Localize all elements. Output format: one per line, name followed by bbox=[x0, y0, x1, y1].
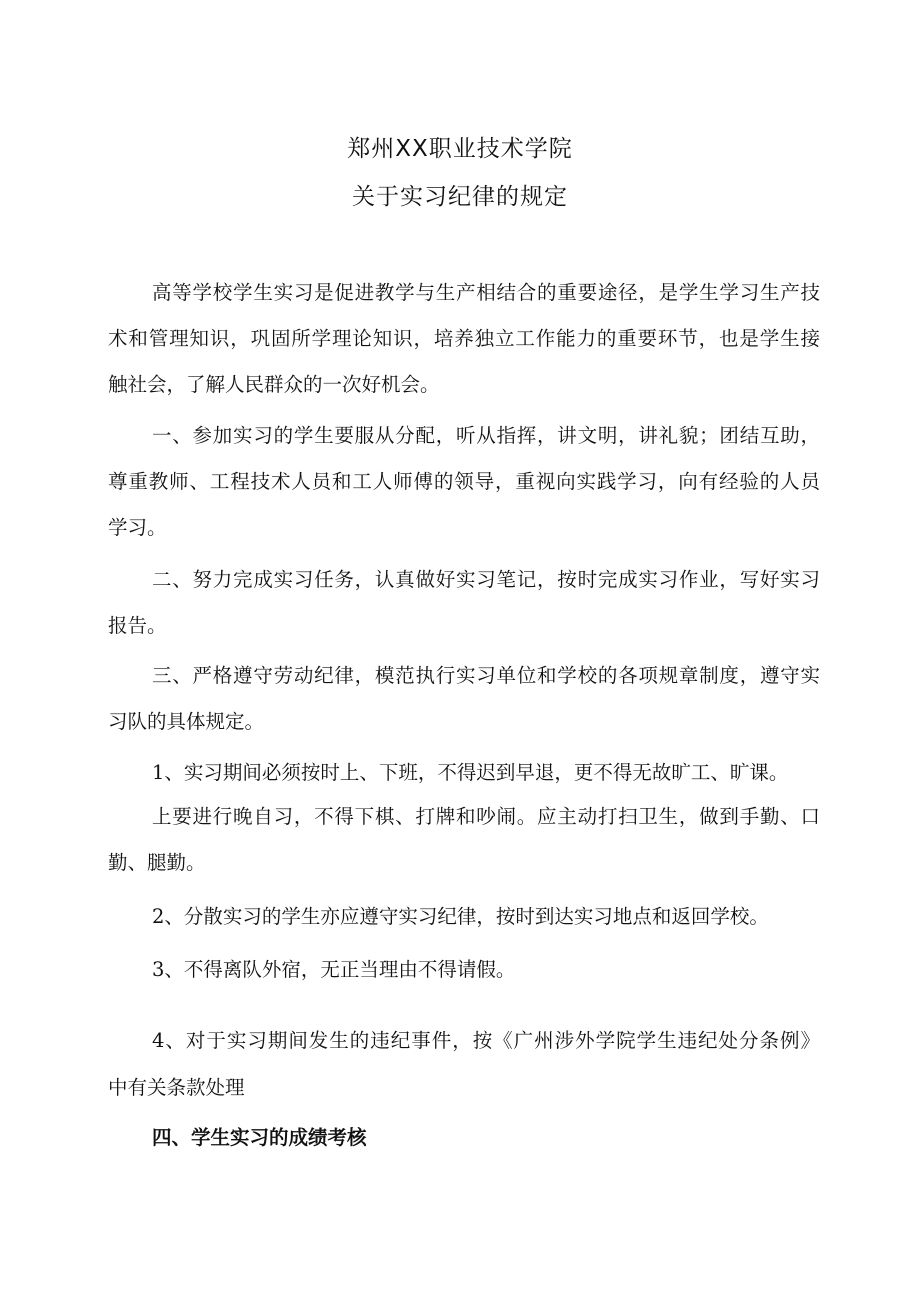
paragraph-rule-4-line-1: 4、对于实习期间发生的违纪事件，按《广州涉外学院学生违纪处分条例》 bbox=[152, 1029, 820, 1052]
paragraph-item-1-line-3: 学习。 bbox=[108, 516, 167, 539]
document-title-school: 郑州XX职业技术学院 bbox=[347, 136, 573, 162]
paragraph-intro-line-3: 触社会，了解人民群众的一次好机会。 bbox=[108, 373, 440, 396]
paragraph-intro-line-2: 术和管理知识，巩固所学理论知识，培养独立工作能力的重要环节，也是学生接 bbox=[108, 327, 820, 350]
paragraph-rule-4-line-2: 中有关条款处理 bbox=[108, 1076, 245, 1099]
document-title-subject: 关于实习纪律的规定 bbox=[352, 184, 568, 210]
paragraph-item-3-line-2: 习队的具体规定。 bbox=[108, 710, 265, 733]
section-heading-assessment: 四、学生实习的成绩考核 bbox=[152, 1126, 367, 1149]
paragraph-item-2-line-1: 二、努力完成实习任务，认真做好实习笔记，按时完成实习作业，写好实习 bbox=[152, 568, 820, 591]
paragraph-rule-3: 3、不得离队外宿，无正当理由不得请假。 bbox=[152, 958, 516, 981]
paragraph-item-1-line-1: 一、参加实习的学生要服从分配，听从指挥，讲文明，讲礼貌；团结互助， bbox=[152, 424, 820, 447]
paragraph-item-2-line-2: 报告。 bbox=[108, 614, 167, 637]
paragraph-item-1-line-2: 尊重教师、工程技术人员和工人师傅的领导，重视向实践学习，向有经验的人员 bbox=[108, 470, 820, 493]
paragraph-rule-1-cont-line-1: 上要进行晚自习，不得下棋、打牌和吵闹。应主动打扫卫生，做到手勤、口 bbox=[152, 805, 820, 828]
paragraph-intro-line-1: 高等学校学生实习是促进教学与生产相结合的重要途径，是学生学习生产技 bbox=[152, 281, 820, 304]
paragraph-item-3-line-1: 三、严格遵守劳动纪律，模范执行实习单位和学校的各项规章制度，遵守实 bbox=[152, 664, 820, 687]
paragraph-rule-1: 1、实习期间必须按时上、下班，不得迟到早退，更不得无故旷工、旷课。 bbox=[152, 761, 789, 784]
paragraph-rule-1-cont-line-2: 勤、腿勤。 bbox=[108, 851, 206, 874]
paragraph-rule-2: 2、分散实习的学生亦应遵守实习纪律，按时到达实习地点和返回学校。 bbox=[152, 905, 769, 928]
